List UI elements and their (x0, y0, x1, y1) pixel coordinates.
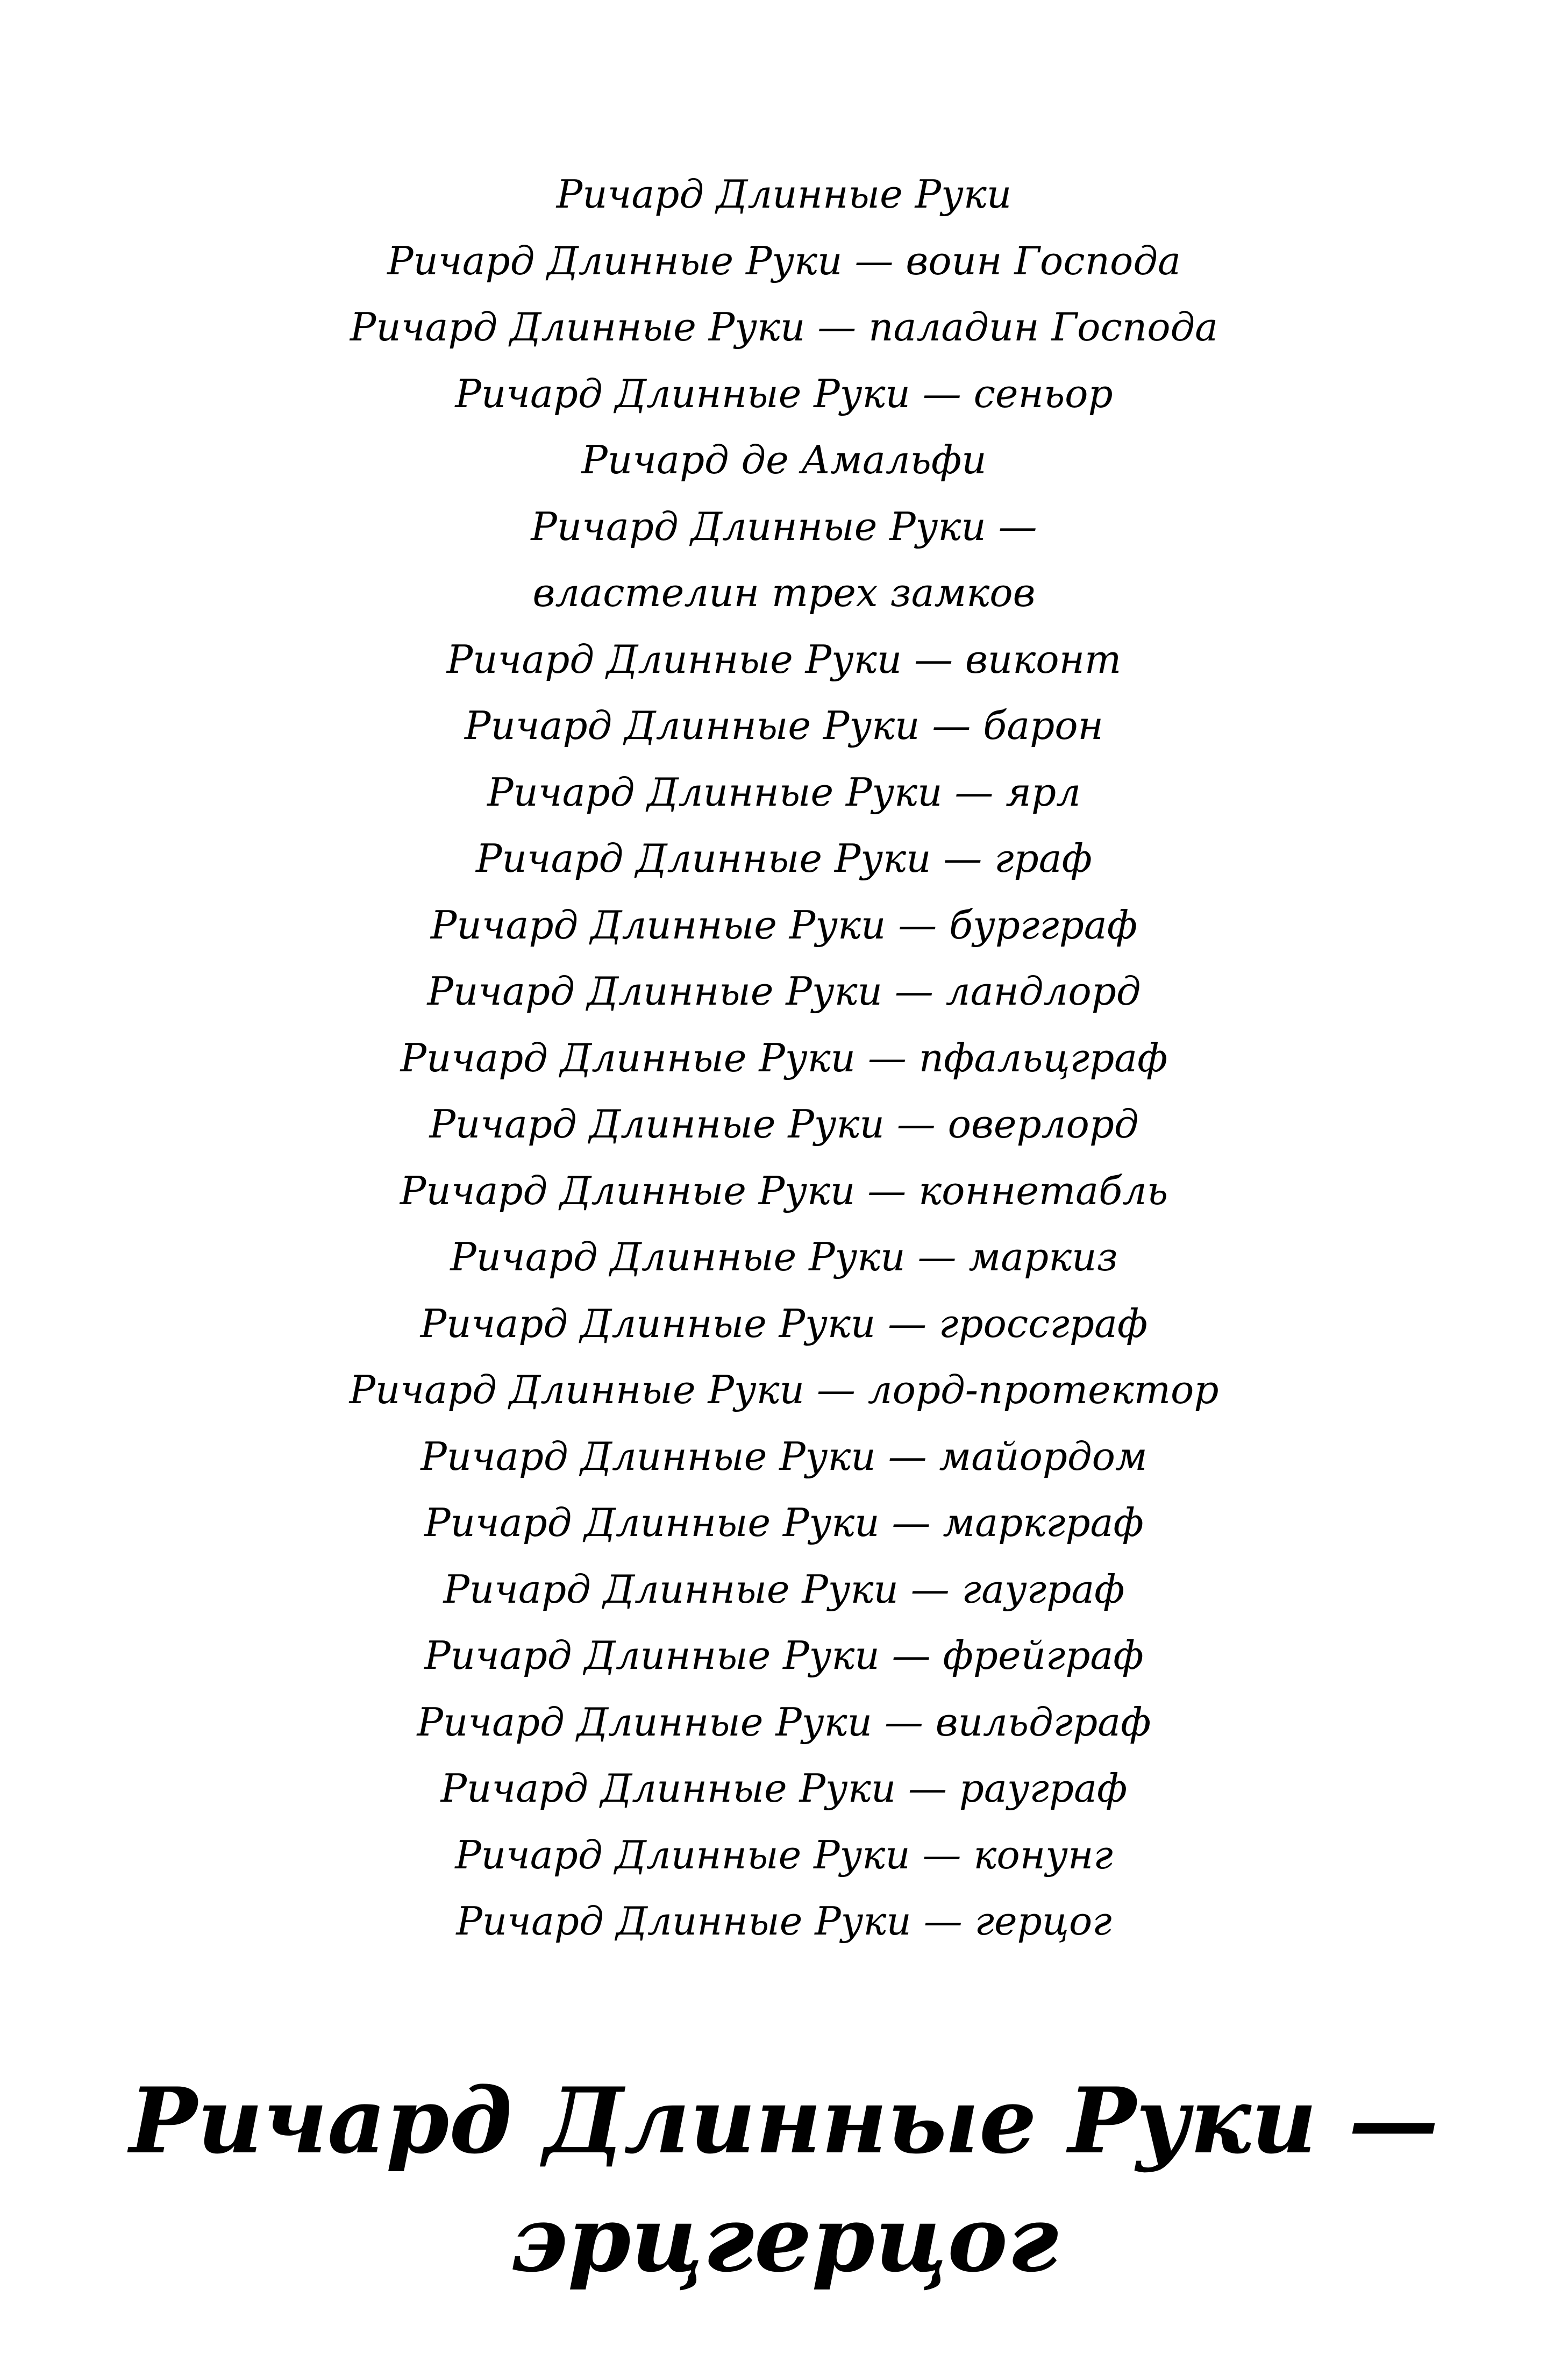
series-title-line: Ричард Длинные Руки — бургграф (430, 902, 1138, 948)
series-title-line: Ричард Длинные Руки — герцог (456, 1898, 1112, 1944)
series-title-line: Ричард Длинные Руки — майордом (420, 1433, 1148, 1479)
series-title-line: Ричард Длинные Руки — гроссграф (420, 1300, 1148, 1346)
series-title-line: Ричард Длинные Руки — ярл (487, 769, 1081, 815)
series-title-line: Ричард де Амальфи (581, 437, 987, 482)
series-title-line: Ричард Длинные Руки — сеньор (455, 371, 1113, 416)
series-title-line: Ричард Длинные Руки — (531, 503, 1037, 549)
series-title-line: Ричард Длинные Руки — паладин Господа (350, 304, 1218, 350)
series-title-line: Ричард Длинные Руки — гауграф (443, 1566, 1125, 1612)
series-title-line: Ричард Длинные Руки — пфальцграф (400, 1035, 1168, 1080)
series-title-line: Ричард Длинные Руки — маркграф (424, 1500, 1144, 1545)
series-title-line: Ричард Длинные Руки — ландлорд (427, 969, 1141, 1014)
series-title-line: Ричард Длинные Руки — конунг (455, 1832, 1113, 1878)
series-title-line: Ричард Длинные Руки — коннетабль (400, 1168, 1168, 1213)
series-title-list (0, 161, 1568, 1955)
series-title-line: Ричард Длинные Руки — лорд-протектор (349, 1367, 1219, 1412)
series-title-line: Ричард Длинные Руки — граф (476, 836, 1092, 881)
series-title-line: Ричард Длинные Руки — маркиз (450, 1234, 1118, 1279)
series-title-line: Ричард Длинные Руки — барон (465, 703, 1103, 748)
series-title-line: Ричард Длинные Руки — воин Господа (387, 238, 1181, 283)
series-title-line: Ричард Длинные Руки — оверлорд (429, 1101, 1139, 1147)
series-title-line: властелин трех замков (532, 570, 1036, 615)
main-title-line-1: Ричард Длинные Руки — (129, 2067, 1439, 2174)
series-title-line: Ричард Длинные Руки (556, 172, 1012, 217)
series-title-line: Ричард Длинные Руки — рауграф (440, 1766, 1128, 1811)
series-title-line: Ричард Длинные Руки — виконт (446, 636, 1122, 682)
series-title-line: Ричард Длинные Руки — фрейграф (424, 1633, 1144, 1678)
main-title-line-2: эрцгерцог (509, 2185, 1059, 2292)
series-title-line: Ричард Длинные Руки — вильдграф (417, 1699, 1151, 1745)
book-main-title (0, 2061, 1568, 2298)
